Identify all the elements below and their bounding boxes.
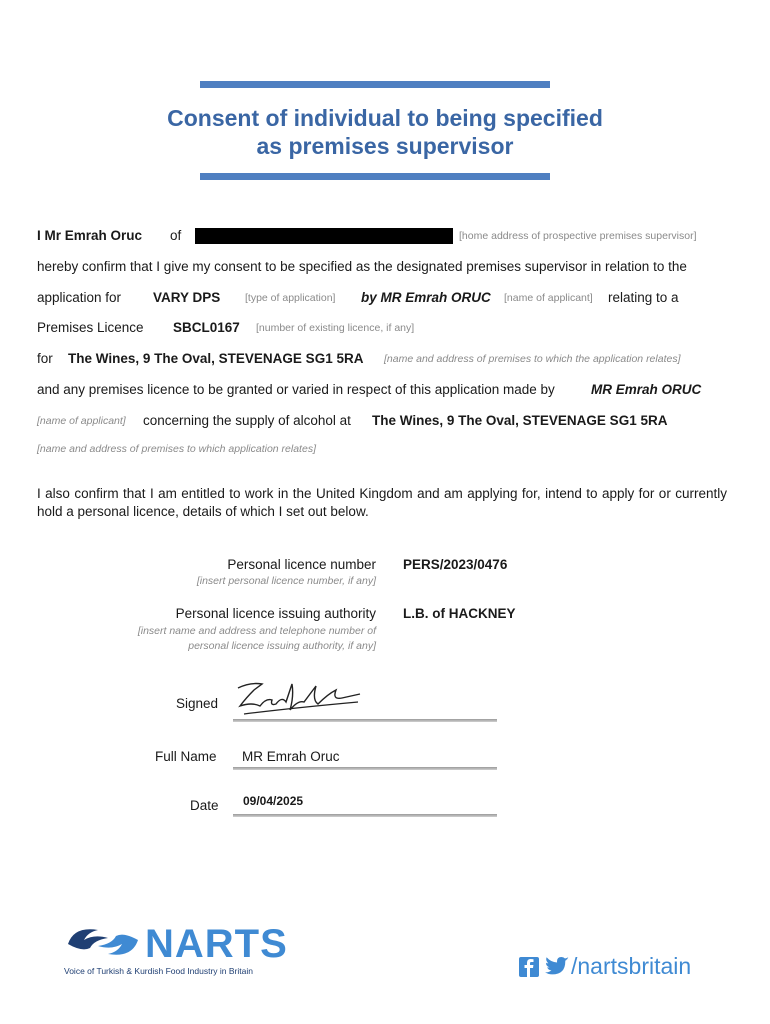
licence-granted-statement: and any premises licence to be granted or varied in respect of this application made by bbox=[37, 382, 555, 397]
premises-hint: [name and address of premises to which the application relates] bbox=[384, 353, 681, 365]
applicant-hint: [name of applicant] bbox=[504, 292, 593, 304]
narts-tagline: Voice of Turkish & Kurdish Food Industry in Britain bbox=[64, 966, 253, 976]
full-name-value: MR Emrah Oruc bbox=[242, 749, 340, 764]
premises-value-2: The Wines, 9 The Oval, STEVENAGE SG1 5RA bbox=[372, 413, 668, 428]
full-name-line bbox=[233, 767, 497, 770]
personal-licence-number-value: PERS/2023/0476 bbox=[403, 557, 508, 572]
application-for-label: application for bbox=[37, 290, 122, 305]
licence-number-hint: [insert personal licence number, if any] bbox=[196, 575, 376, 587]
twitter-icon[interactable] bbox=[544, 955, 570, 979]
narts-swirl-logo-icon bbox=[64, 922, 142, 962]
issuing-authority-label: Personal licence issuing authority bbox=[175, 606, 376, 621]
relating-to-label: relating to a bbox=[608, 290, 679, 305]
consent-statement: hereby confirm that I give my consent to be specified as the designated premises supervisor in relation to the bbox=[37, 259, 687, 274]
signed-line bbox=[233, 719, 497, 722]
full-name-label: Full Name bbox=[155, 749, 217, 764]
concerning-label: concerning the supply of alcohol at bbox=[143, 413, 351, 428]
licence-number-value: SBCL0167 bbox=[173, 320, 240, 335]
licence-number-label: Personal licence number bbox=[227, 557, 376, 572]
page-title-line-1: Consent of individual to being specified bbox=[167, 105, 603, 131]
bottom-rule bbox=[200, 173, 550, 180]
premises-hint-2: [name and address of premises to which application relates] bbox=[37, 443, 316, 455]
page-title-line-2: as premises supervisor bbox=[256, 133, 514, 159]
premises-value: The Wines, 9 The Oval, STEVENAGE SG1 5RA bbox=[68, 351, 364, 366]
supervisor-name: I Mr Emrah Oruc bbox=[37, 228, 143, 243]
issuing-authority-hint-2: personal licence issuing authority, if any] bbox=[188, 640, 376, 652]
of-label: of bbox=[170, 228, 182, 243]
date-value: 09/04/2025 bbox=[243, 794, 304, 808]
issuing-authority-value: L.B. of HACKNEY bbox=[403, 606, 516, 621]
top-rule bbox=[200, 81, 550, 88]
handwritten-signature bbox=[232, 676, 367, 718]
social-handle[interactable]: /nartsbritain bbox=[571, 953, 692, 979]
applicant-name-2: MR Emrah ORUC bbox=[591, 382, 702, 397]
for-label: for bbox=[37, 351, 53, 366]
premises-licence-label: Premises Licence bbox=[37, 320, 144, 335]
date-line bbox=[233, 814, 497, 817]
issuing-authority-hint-1: [insert name and address and telephone number of bbox=[137, 625, 376, 637]
applicant-name: by MR Emrah ORUC bbox=[361, 290, 491, 305]
signed-label: Signed bbox=[176, 696, 219, 711]
application-type-value: VARY DPS bbox=[153, 290, 221, 305]
narts-logo-text: NARTS bbox=[145, 922, 288, 966]
applicant-hint-2: [name of applicant] bbox=[37, 415, 126, 427]
application-type-hint: [type of application] bbox=[245, 292, 336, 304]
address-hint: [home address of prospective premises supervisor] bbox=[459, 230, 697, 242]
licence-number-hint: [number of existing licence, if any] bbox=[256, 322, 415, 334]
facebook-icon[interactable] bbox=[519, 957, 539, 977]
entitlement-paragraph: I also confirm that I am entitled to work in the United Kingdom and am applying for, intend to apply for or currently hold a personal licence, details of which I set out below. bbox=[37, 486, 727, 519]
redacted-address bbox=[195, 228, 453, 244]
date-label: Date bbox=[190, 798, 219, 813]
